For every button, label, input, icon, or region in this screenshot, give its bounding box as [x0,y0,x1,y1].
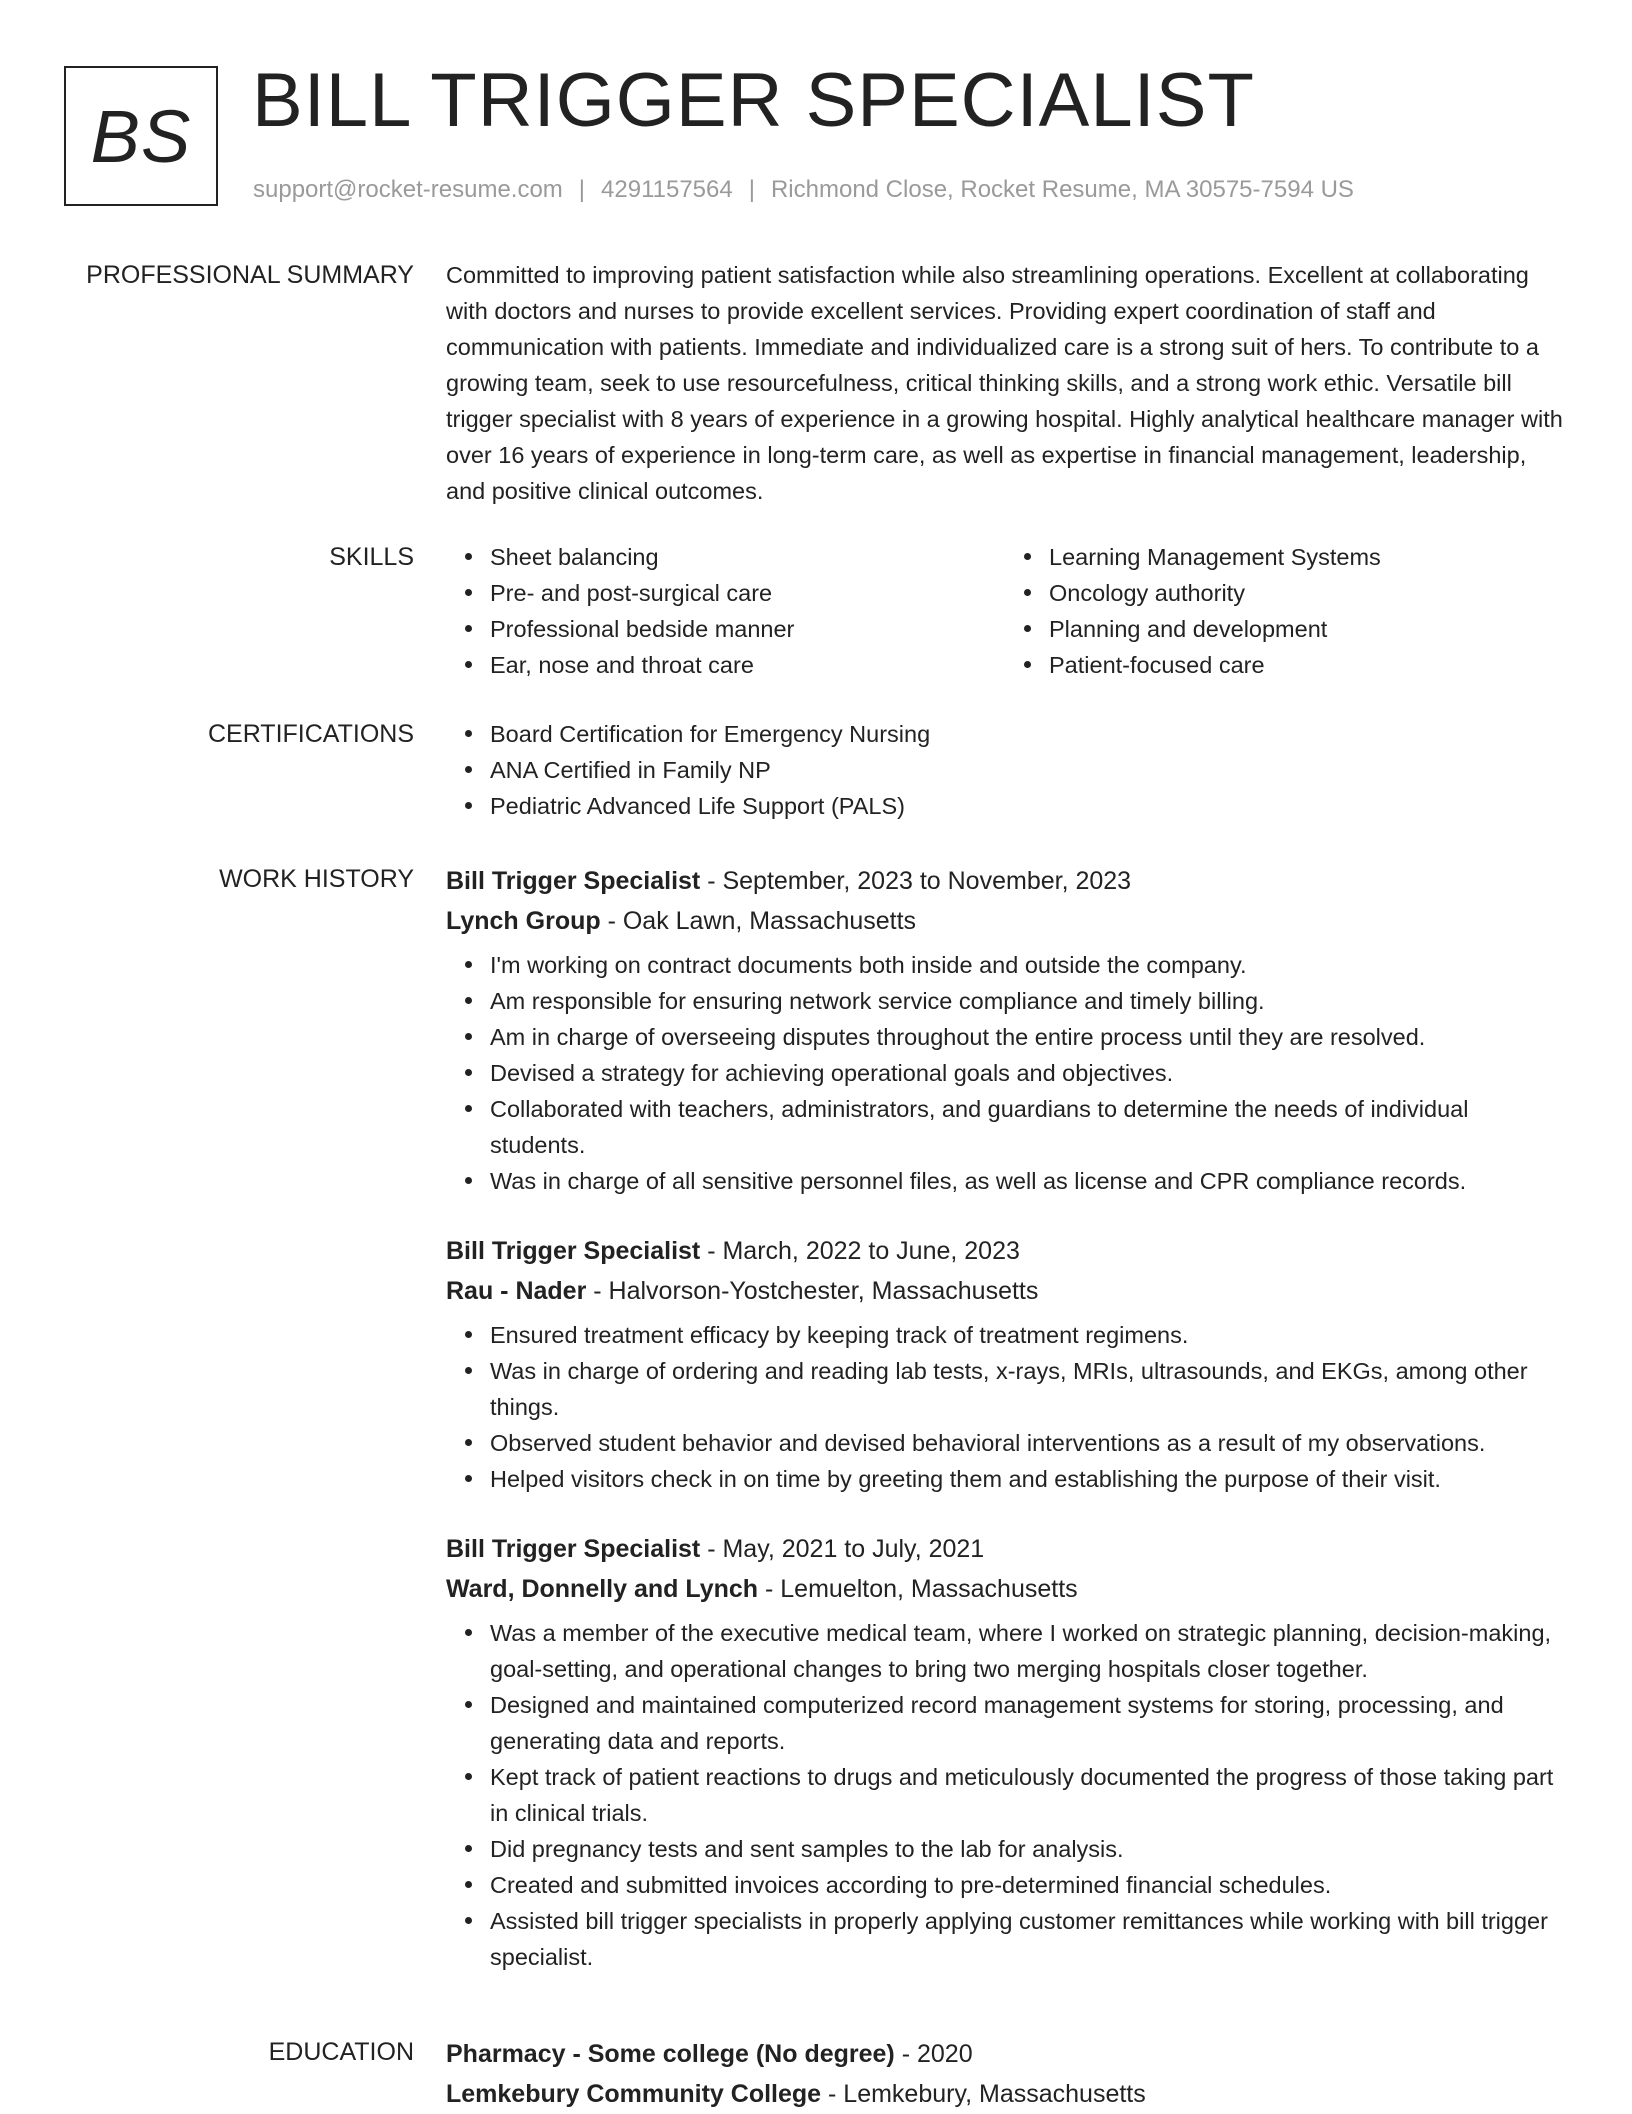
certification-item: Pediatric Advanced Life Support (PALS) [490,788,1564,824]
job-title-line [446,861,1564,901]
contact-separator: | [578,176,586,203]
job-bullets [446,1317,1564,1497]
skill-item: Pre- and post-surgical care [490,575,1005,611]
job-dates: - May, 2021 to July, 2021 [700,1535,985,1563]
education-content [446,2034,1564,2114]
job-bullet: Designed and maintained computerized record management systems for storing, processing, and generating data and reports. [490,1687,1564,1759]
job-company-line [446,1569,1564,1609]
job-entry [446,1529,1564,1975]
job-dates: - September, 2023 to November, 2023 [700,867,1132,895]
job-bullets [446,1615,1564,1975]
contact-line [253,174,1354,206]
contact-email[interactable]: support@rocket-resume.com [253,176,563,203]
certification-item: ANA Certified in Family NP [490,752,1564,788]
job-bullet: Collaborated with teachers, administrators, and guardians to determine the needs of individual students. [490,1091,1564,1163]
job-title-line [446,1529,1564,1569]
certifications-list [446,716,1564,824]
section-label-summary: PROFESSIONAL SUMMARY [86,261,414,289]
skill-item: Sheet balancing [490,539,1005,575]
job-bullet: Am in charge of overseeing disputes throughout the entire process until they are resolved. [490,1019,1564,1055]
contact-phone[interactable]: 4291157564 [601,176,733,203]
skills-list-left [446,539,1005,683]
education-year: - 2020 [894,2040,973,2068]
section-label-skills: SKILLS [329,543,414,571]
skill-item: Professional bedside manner [490,611,1005,647]
job-bullet: Am responsible for ensuring network service compliance and timely billing. [490,983,1564,1019]
job-location: - Halvorson-Yostchester, Massachusetts [586,1277,1039,1305]
certifications-content [446,716,1564,824]
skills-list-right [1005,539,1564,683]
contact-address: Richmond Close, Rocket Resume, MA 30575-7594 US [770,176,1354,203]
monogram-logo: BS [64,66,218,206]
skills-content [446,539,1564,683]
skill-item: Oncology authority [1049,575,1564,611]
section-label-certifications: CERTIFICATIONS [207,720,414,748]
job-entry [446,1231,1564,1497]
education-degree-line [446,2034,1564,2074]
section-label-education: EDUCATION [268,2038,414,2066]
job-bullet: Devised a strategy for achieving operational goals and objectives. [490,1055,1564,1091]
job-location: - Oak Lawn, Massachusetts [600,907,917,935]
job-title: Bill Trigger Specialist [446,1237,701,1265]
education-degree: Pharmacy - Some college (No degree) [446,2040,895,2068]
job-bullet: Created and submitted invoices according to pre-determined financial schedules. [490,1867,1564,1903]
job-title-line [446,1231,1564,1271]
education-school-line [446,2074,1564,2114]
skill-item: Patient-focused care [1049,647,1564,683]
job-bullet: Did pregnancy tests and sent samples to the lab for analysis. [490,1831,1564,1867]
job-bullet: I'm working on contract documents both inside and outside the company. [490,947,1564,983]
job-bullets [446,947,1564,1199]
job-bullet: Ensured treatment efficacy by keeping track of treatment regimens. [490,1317,1564,1353]
skill-item: Ear, nose and throat care [490,647,1005,683]
job-dates: - March, 2022 to June, 2023 [700,1237,1020,1265]
certification-item: Board Certification for Emergency Nursing [490,716,1564,752]
job-entry [446,861,1564,1199]
skill-item: Learning Management Systems [1049,539,1564,575]
summary-content [446,257,1564,509]
job-company: Rau - Nader [446,1277,587,1305]
job-bullet: Was in charge of ordering and reading lab tests, x-rays, MRIs, ultrasounds, and EKGs, among other things. [490,1353,1564,1425]
work-history-content [446,861,1564,2007]
candidate-name: BILL TRIGGER SPECIALIST [252,58,1255,143]
job-company-line [446,1271,1564,1311]
education-school: Lemkebury Community College [446,2080,822,2108]
job-bullet: Was in charge of all sensitive personnel files, as well as license and CPR compliance records. [490,1163,1564,1199]
job-bullet: Kept track of patient reactions to drugs and meticulously documented the progress of those taking part in clinical trials. [490,1759,1564,1831]
job-title: Bill Trigger Specialist [446,867,701,895]
job-title: Bill Trigger Specialist [446,1535,701,1563]
job-company: Lynch Group [446,907,601,935]
job-company-line [446,901,1564,941]
job-bullet: Helped visitors check in on time by greeting them and establishing the purpose of their visit. [490,1461,1564,1497]
summary-text: Committed to improving patient satisfaction while also streamlining operations. Excellent at collaborating with doctors and nurses to provide excellent services. Providing expert coordination of staff and communication with patients. Immediate and individualized care is a strong suit of hers. To contribute to a growing team, seek to use resourcefulness, critical thinking skills, and a strong work ethic. Versatile bill trigger specialist with 8 years of experience in a growing hospital. Highly analytical healthcare manager with over 16 years of experience in long-term care, as well as expertise in financial management, leadership, and positive clinical outcomes. [446,262,1563,504]
job-bullet: Observed student behavior and devised behavioral interventions as a result of my observations. [490,1425,1564,1461]
contact-separator: | [748,176,755,203]
job-location: - Lemuelton, Massachusetts [758,1575,1078,1603]
skill-item: Planning and development [1049,611,1564,647]
section-label-work-history: WORK HISTORY [219,865,414,893]
job-bullet: Was a member of the executive medical team, where I worked on strategic planning, decision-making, goal-setting, and operational changes to bring two merging hospitals closer together. [490,1615,1564,1687]
job-bullet: Assisted bill trigger specialists in properly applying customer remittances while working with bill trigger specialist. [490,1903,1564,1975]
job-company: Ward, Donnelly and Lynch [446,1575,759,1603]
education-location: - Lemkebury, Massachusetts [821,2080,1146,2108]
